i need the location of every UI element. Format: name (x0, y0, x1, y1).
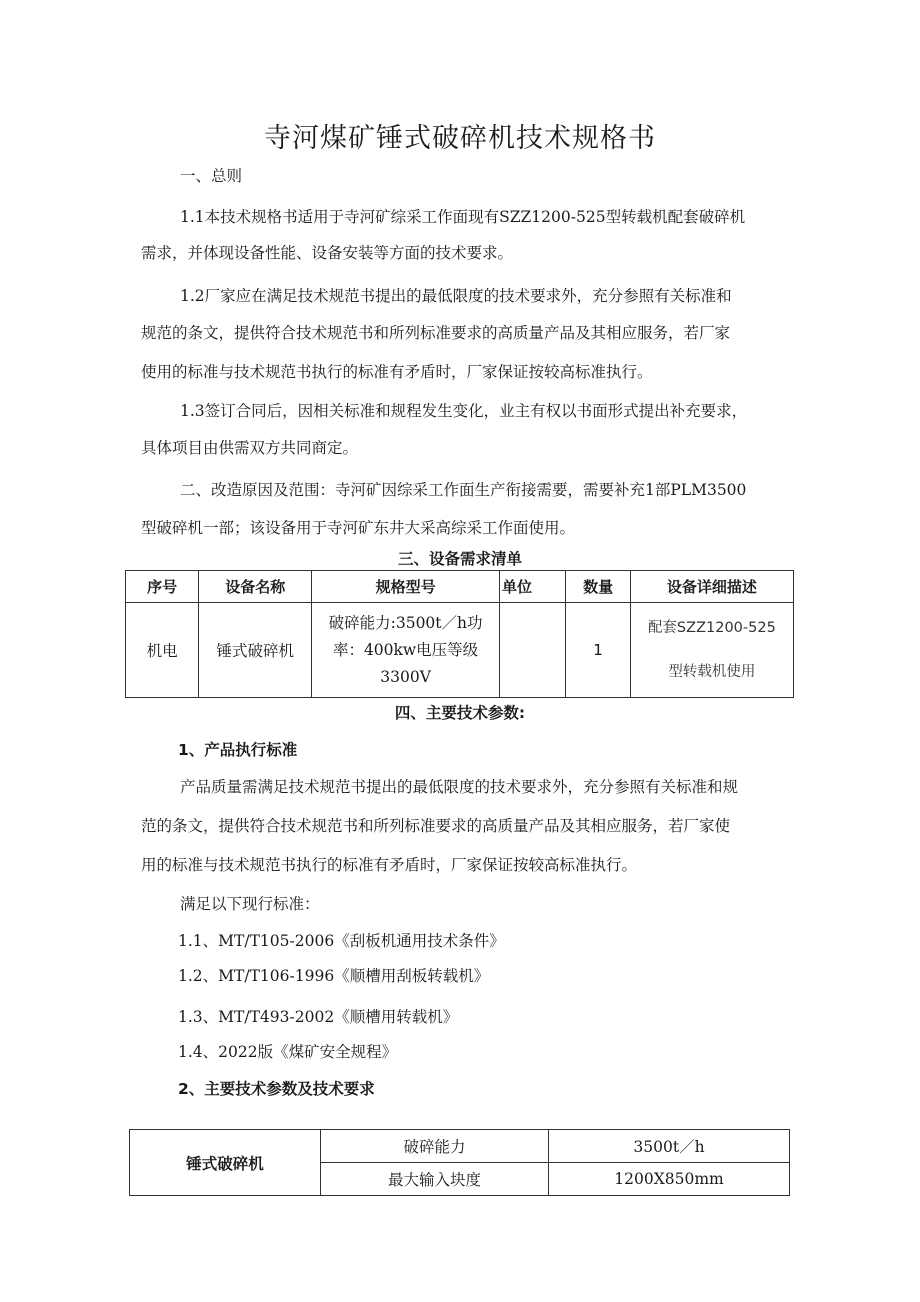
cell-no: 机电 (126, 603, 199, 698)
technical-parameter-table (129, 1129, 790, 1196)
table-header-row (126, 571, 794, 603)
header-cell-unit: 单位 (499, 571, 565, 603)
standard-item: 1.3、MT/T493-2002《顺槽用转载机》 (178, 1008, 459, 1026)
paragraph-1-1-line-2: 需求，并体现设备性能、设备安装等方面的技术要求。 (141, 244, 514, 262)
cell-desc (630, 603, 793, 698)
cell-name: 锤式破碎机 (199, 603, 312, 698)
param-name-cell: 破碎能力 (321, 1130, 549, 1163)
subsection-1-heading: 1、产品执行标准 (178, 741, 298, 759)
paragraph-1-2-line-2: 规范的条文，提供符合技术规范书和所列标准要求的高质量产品及其相应服务，若厂家 (141, 324, 731, 342)
page-title: 寺河煤矿锤式破碎机技术规格书 (264, 123, 656, 154)
param-value-cell: 3500t／h (549, 1130, 790, 1163)
subsection-2-heading: 2、主要技术参数及技术要求 (178, 1080, 375, 1098)
standards-intro: 满足以下现行标准： (180, 895, 320, 913)
table-row (130, 1130, 790, 1163)
paragraph-1-1-line-1: 1.1本技术规格书适用于寺河矿综采工作面现有SZZ1200-525型转载机配套破碎机 (180, 208, 746, 226)
header-cell-name: 设备名称 (199, 571, 312, 603)
desc-text: 配套SZZ1200-525型转载机使用 (647, 620, 776, 680)
standard-item: 1.1、MT/T105-2006《刮板机通用技术条件》 (178, 932, 505, 950)
equipment-requirement-table (125, 570, 794, 698)
header-cell-spec: 规格型号 (312, 571, 500, 603)
section-3-heading: 三、设备需求清单 (397, 550, 522, 568)
header-cell-qty: 数量 (566, 571, 630, 603)
standard-paragraph-line-1: 产品质量需满足技术规范书提出的最低限度的技术要求外，充分参照有关标准和规 (180, 778, 739, 796)
standard-paragraph-line-3: 用的标准与技术规范书执行的标准有矛盾时，厂家保证按较高标准执行。 (141, 856, 638, 874)
paragraph-1-3-line-1: 1.3签订合同后，因相关标准和规程发生变化，业主有权以书面形式提出补充要求， (180, 402, 748, 420)
paragraph-1-3-line-2: 具体项目由供需双方共同商定。 (141, 439, 359, 457)
section-2-line-2: 型破碎机一部；该设备用于寺河矿东井大采高综采工作面使用。 (141, 519, 576, 537)
paragraph-1-2-line-3: 使用的标准与技术规范书执行的标准有矛盾时，厂家保证按较高标准执行。 (141, 363, 653, 381)
paragraph-1-2-line-1: 1.2厂家应在满足技术规范书提出的最低限度的技术要求外，充分参照有关标准和 (180, 287, 732, 305)
section-4-heading: 四、主要技术参数: (394, 704, 526, 722)
spec-text: 破碎能力:3500t／h功率：400kw电压等级3300V (328, 613, 483, 686)
table-row (126, 603, 794, 698)
section-2-line-1: 二、改造原因及范围：寺河矿因综采工作面生产衔接需要，需要补充1部PLM3500 (180, 481, 747, 499)
cell-qty: 1 (566, 603, 630, 698)
cell-unit (499, 603, 565, 698)
standard-item: 1.2、MT/T106-1996《顺槽用刮板转载机》 (178, 967, 490, 985)
header-cell-desc: 设备详细描述 (630, 571, 793, 603)
cell-spec (312, 603, 500, 698)
param-name-cell: 最大输入块度 (321, 1163, 549, 1196)
standard-item: 1.4、2022版《煤矿安全规程》 (178, 1043, 398, 1061)
param-value-cell: 1200X850mm (549, 1163, 790, 1196)
header-cell-no: 序号 (126, 571, 199, 603)
equipment-name-cell: 锤式破碎机 (130, 1130, 321, 1196)
section-1-heading: 一、总则 (180, 167, 243, 185)
standard-paragraph-line-2: 范的条文，提供符合技术规范书和所列标准要求的高质量产品及其相应服务，若厂家使 (141, 817, 731, 835)
